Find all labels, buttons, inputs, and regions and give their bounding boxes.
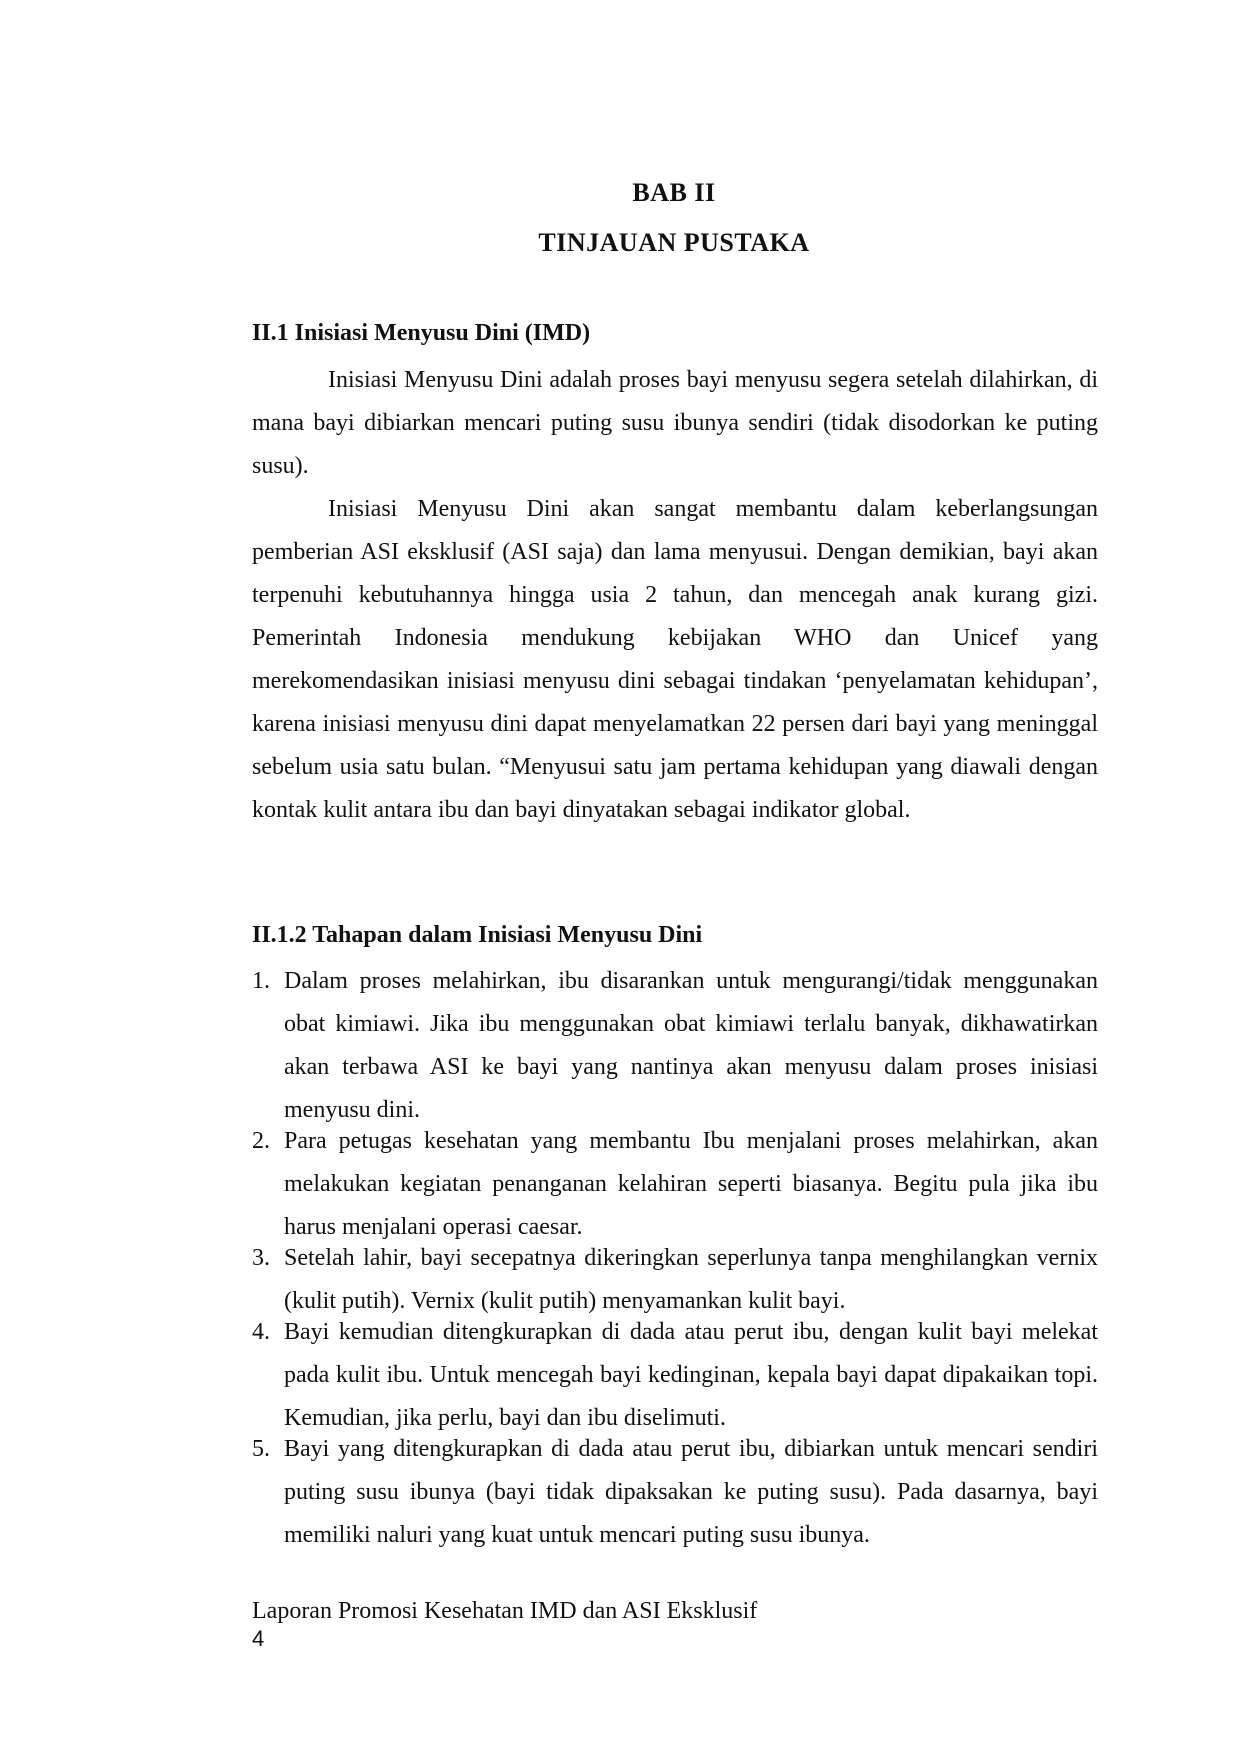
list-item — [252, 1311, 1098, 1440]
list-item-text: Setelah lahir, bayi secepatnya dikeringkan seperlunya tanpa menghilangkan vernix (kulit putih). Vernix (kulit putih) menyamankan kulit bayi. — [284, 1245, 1098, 1314]
page-number: 4 — [252, 1626, 265, 1651]
stages-list — [252, 960, 1098, 1548]
list-item-number: 1. — [252, 968, 270, 994]
section-heading-imd: II.1 Inisiasi Menyusu Dini (IMD) — [252, 320, 591, 346]
chapter-title: TINJAUAN PUSTAKA — [538, 228, 810, 257]
list-item-text: Para petugas kesehatan yang membantu Ibu menjalani proses melahirkan, akan melakukan kegiatan penanganan kelahiran seperti biasanya. Begitu pula jika ibu harus menjalani operasi caesar. — [284, 1128, 1098, 1240]
list-item-number: 2. — [252, 1128, 270, 1154]
list-item — [252, 1428, 1098, 1557]
list-item — [252, 1120, 1098, 1249]
list-item-text: Dalam proses melahirkan, ibu disarankan untuk mengurangi/tidak menggunakan obat kimiawi. Jika ibu menggunakan obat kimiawi terlalu banyak, dikhawatirkan akan terbawa ASI ke bayi yang nantinya akan menyusu dalam proses inisiasi menyusu dini. — [284, 968, 1098, 1123]
list-item — [252, 960, 1098, 1132]
list-item-number: 5. — [252, 1436, 270, 1462]
chapter-number: BAB II — [632, 178, 716, 207]
section-heading-stages: II.1.2 Tahapan dalam Inisiasi Menyusu Dini — [252, 922, 703, 948]
list-item-text: Bayi kemudian ditengkurapkan di dada atau perut ibu, dengan kulit bayi melekat pada kulit ibu. Untuk mencegah bayi kedinginan, kepala bayi dapat dipakaikan topi. Kemudian, jika perlu, bayi dan ibu diselimuti. — [284, 1319, 1098, 1431]
paragraph-imd-benefits: Inisiasi Menyusu Dini akan sangat membantu dalam keberlangsungan pemberian ASI eksklusif (ASI saja) dan lama menyusui. Dengan demikian, bayi akan terpenuhi kebutuhannya hingga usia 2 tahun, dan mencegah anak kurang gizi. Pemerintah Indonesia mendukung kebijakan WHO dan Unicef yang merekomendasikan inisiasi menyusu dini sebagai tindakan ‘penyelamatan kehidupan’, karena inisiasi menyusu dini dapat menyelamatkan 22 persen dari bayi yang meninggal sebelum usia satu bulan. “Menyusui satu jam pertama kehidupan yang diawali dengan kontak kulit antara ibu dan bayi dinyatakan sebagai indikator global. — [252, 496, 1098, 823]
list-item-number: 4. — [252, 1319, 270, 1345]
list-item-number: 3. — [252, 1245, 270, 1271]
list-item-text: Bayi yang ditengkurapkan di dada atau perut ibu, dibiarkan untuk mencari sendiri puting susu ibunya (bayi tidak dipaksakan ke puting susu). Pada dasarnya, bayi memiliki naluri yang kuat untuk mencari puting susu ibunya. — [284, 1436, 1098, 1548]
paragraph-imd-definition: Inisiasi Menyusu Dini adalah proses bayi menyusu segera setelah dilahirkan, di mana bayi dibiarkan mencari puting susu ibunya sendiri (tidak disodorkan ke puting susu). — [252, 367, 1098, 479]
page-footer: Laporan Promosi Kesehatan IMD dan ASI Eksklusif — [252, 1598, 758, 1624]
